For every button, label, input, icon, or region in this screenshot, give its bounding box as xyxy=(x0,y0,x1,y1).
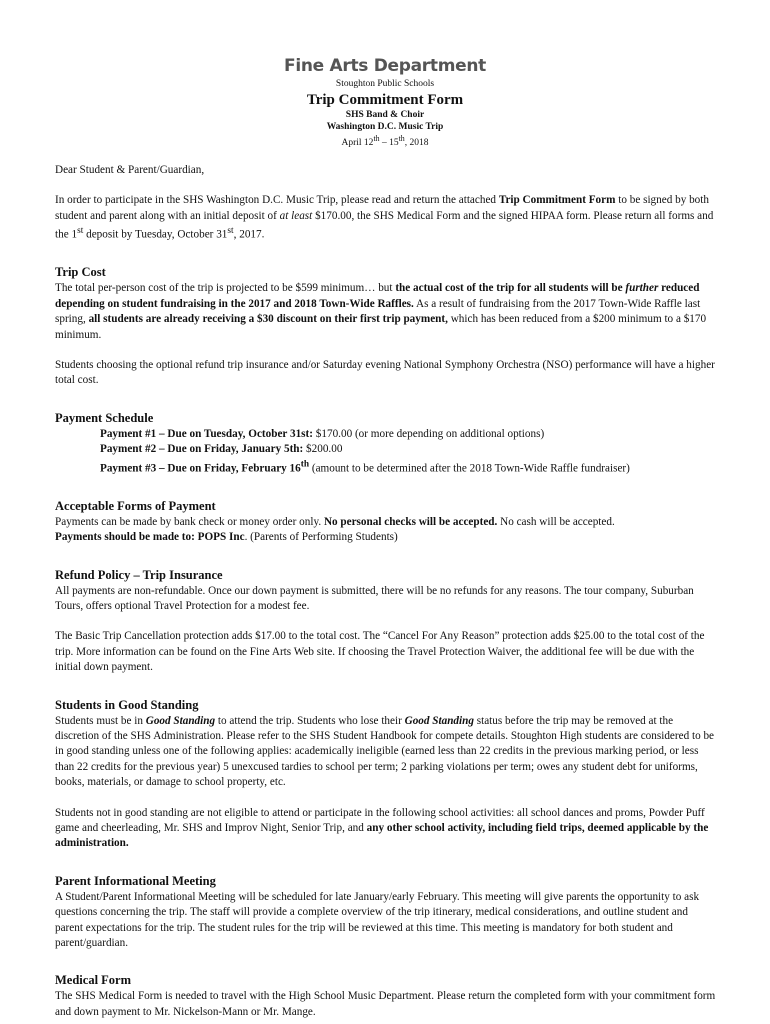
acceptable-forms-paragraph: Payments can be made by bank check or money order only. No personal checks will be accepted. No cash will be accepted. Payments should be made to: POPS Inc. (Parents of Performing Students) xyxy=(55,515,615,544)
payment-2: Payment #2 – Due on Friday, January 5th: $200.00 xyxy=(100,443,343,456)
section-heading-good-standing: Students in Good Standing xyxy=(55,697,199,712)
section-heading-refund-policy: Refund Policy – Trip Insurance xyxy=(55,567,223,582)
trip-dates: April 12th – 15th, 2018 xyxy=(341,134,429,149)
good-standing-paragraph-2: Students not in good standing are not eligible to attend or participate in the following school activities: all school dances and proms, Powder Puff game and cheerleading, Mr. SHS and Improv Night, Senior Trip, and any other school activity, including field trips, deemed applicable by the administration. xyxy=(55,806,709,850)
trip-cost-paragraph: The total per-person cost of the trip is projected to be $599 minimum… but the actual cost of the trip for all students will be further reduced depending on student fundraising in the 2017 and 2018 Town-Wide Raffles. As a result of fundraising from the 2017 Town-Wide Raffle last spring, all students are already receiving a $30 discount on their first trip payment, which has been reduced from a $200 minimum to a $170 minimum. xyxy=(55,282,707,341)
section-heading-trip-cost: Trip Cost xyxy=(55,265,106,280)
letterhead xyxy=(0,54,770,149)
salutation: Dear Student & Parent/Guardian, xyxy=(55,164,205,176)
trip-name: Washington D.C. Music Trip xyxy=(326,122,444,132)
section-heading-medical-form: Medical Form xyxy=(55,973,132,988)
refund-paragraph-1: All payments are non-refundable. Once our down payment is submitted, there will be no refunds for any reasons. The tour company, Suburban Tours, offers optional Travel Protection for a modest fee. xyxy=(55,584,694,612)
medical-form-paragraph: The SHS Medical Form is needed to travel with the High School Music Department. Please return the completed form with your commitment form and down payment to Mr. Nickelson-Mann or Mr. Mange. xyxy=(55,990,716,1018)
form-title: Trip Commitment Form xyxy=(306,92,464,108)
payment-3: Payment #3 – Due on Friday, February 16th (amount to be determined after the 2018 Town-Wide Raffle fundraiser) xyxy=(100,459,630,475)
section-heading-parent-meeting: Parent Informational Meeting xyxy=(55,873,216,888)
payment-1: Payment #1 – Due on Tuesday, October 31st: $170.00 (or more depending on additional options) xyxy=(100,427,545,440)
refund-paragraph-2: The Basic Trip Cancellation protection adds $17.00 to the total cost. The “Cancel For Any Reason” protection adds $25.00 to the total cost of the trip. More information can be found on the Fine Arts Web site. If choosing the Travel Protection Waiver, the additional fee will be due with the initial down payment. xyxy=(55,630,705,674)
ensemble-name: SHS Band & Choir xyxy=(345,110,425,120)
trip-cost-options-paragraph: Students choosing the optional refund trip insurance and/or Saturday evening National Symphony Orchestra (NSO) performance will have a higher total cost. xyxy=(55,358,715,387)
school-name: Stoughton Public Schools xyxy=(335,79,435,89)
section-heading-payment-schedule: Payment Schedule xyxy=(55,410,154,425)
parent-meeting-paragraph: A Student/Parent Informational Meeting will be scheduled for late January/early February. This meeting will give parents the opportunity to ask questions concerning the trip. The staff will provide a complete overview of the trip itinerary, medical considerations, and outline student and parent expectations for the trip. The student rules for the trip will be reviewed at this time. This meeting is mandatory for both student and parent/guardian. xyxy=(55,890,700,950)
section-heading-acceptable-forms: Acceptable Forms of Payment xyxy=(55,498,216,513)
intro-paragraph: In order to participate in the SHS Washington D.C. Music Trip, please read and return the attached Trip Commitment Form to be signed by both student and parent along with an initial deposit of at least $170.00, the SHS Medical Form and the signed HIPAA form. Please return all forms and the 1st deposit by Tuesday, October 31st, 2017. xyxy=(55,194,714,241)
letter-body xyxy=(55,163,717,1020)
department-title: Fine Arts Department xyxy=(284,56,486,76)
good-standing-paragraph-1: Students must be in Good Standing to attend the trip. Students who lose their Good Standing status before the trip may be removed at the discretion of the SHS Administration. Please refer to the SHS Student Handbook for compete details. Stoughton High students are considered to be in good standing unless one of the following applies: academically ineligible (earned less than 22 credits in the previous marking period, or less than 22 credits for the previous year) 5 unexcused tardies to school per term; 2 parking violations per term; owes any student debt for uniforms, books, materials, or damage to school property, etc. xyxy=(55,714,715,789)
